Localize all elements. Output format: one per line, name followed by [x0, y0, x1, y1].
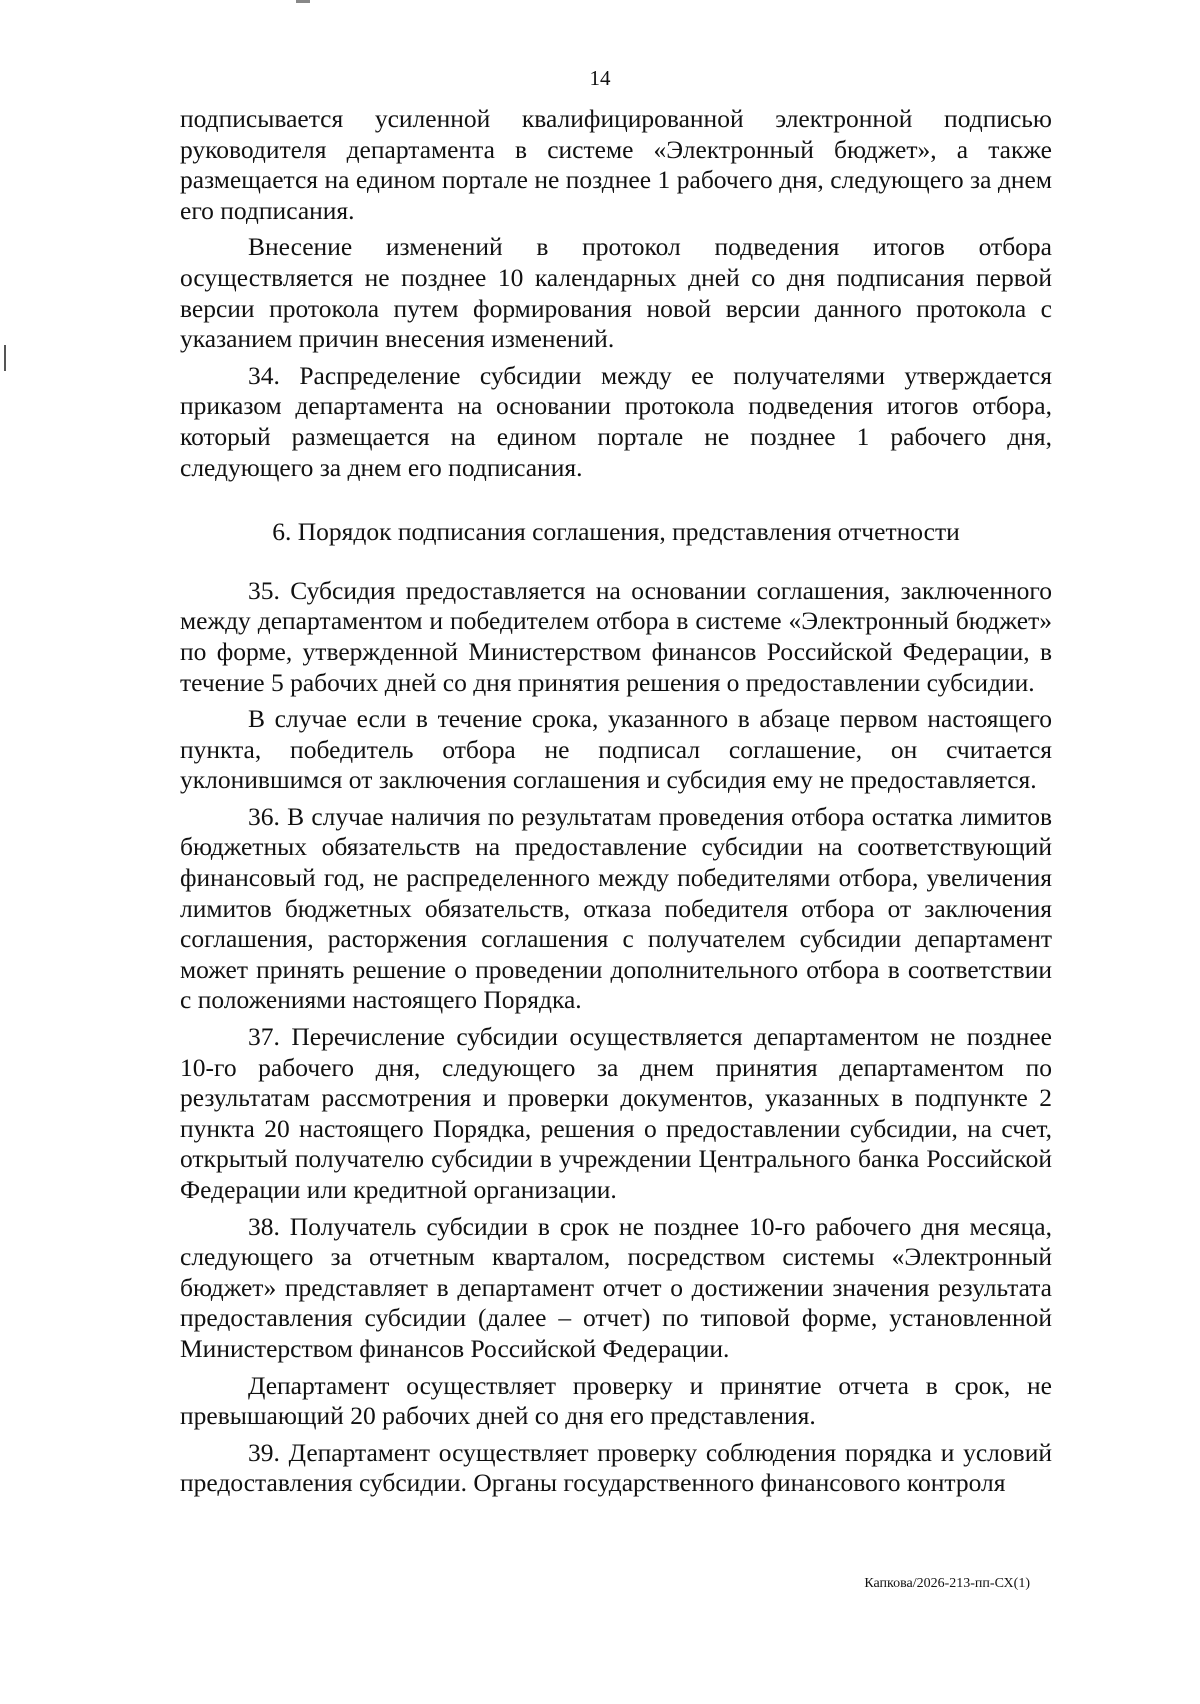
paragraph: 39. Департамент осуществляет проверку соблюдения порядка и условий предоставления субсидии. Органы государственного финансового контроля — [180, 1437, 1052, 1498]
paragraph: 35. Субсидия предоставляется на основании соглашения, заключенного между департаментом и победителем отбора в системе «Электронный бюджет» по форме, утвержденной Министерством финансов Российской Федерации, в течение 5 рабочих дней со дня принятия решения о предоставлении субсидии. — [180, 575, 1052, 697]
page-number: 14 — [589, 66, 611, 90]
paragraph: В случае если в течение срока, указанного в абзаце первом настоящего пункта, победитель отбора не подписал соглашение, он считается уклонившимся от заключения соглашения и субсидия ему не предоставляется. — [180, 704, 1052, 795]
paragraph: Внесение изменений в протокол подведения итогов отбора осуществляется не позднее 10 календарных дней со дня подписания первой версии протокола путем формирования новой версии данного протокола с указанием причин внесения изменений. — [180, 232, 1052, 354]
paragraph: 34. Распределение субсидии между ее получателями утверждается приказом департамента на основании протокола подведения итогов отбора, который размещается на едином портале не позднее 1 рабочего дня, следующего за днем его подписания. — [180, 360, 1052, 482]
paragraph: 36. В случае наличия по результатам проведения отбора остатка лимитов бюджетных обязательств на предоставление субсидии на соответствующий финансовый год, не распределенного между победителями отбора, увеличения лимитов бюджетных обязательств, отказа победителя отбора от заключения соглашения, расторжения соглашения с получателем субсидии департамент может принять решение о проведении дополнительного отбора в соответствии с положениями настоящего Порядка. — [180, 801, 1052, 1015]
document-code: Капкова/2026-213-пп-СХ(1) — [864, 1576, 1030, 1591]
paragraph: 37. Перечисление субсидии осуществляется департаментом не позднее 10-го рабочего дня, следующего за днем принятия департаментом по результатам рассмотрения и проверки документов, указанных в подпункте 2 пункта 20 настоящего Порядка, решения о предоставлении субсидии, на счет, открытый получателю субсидии в учреждении Центрального банка Российской Федерации или кредитной организации. — [180, 1022, 1052, 1204]
document-body — [180, 104, 1052, 1505]
section-heading: 6. Порядок подписания соглашения, представления отчетности — [272, 517, 960, 547]
paragraph: подписывается усиленной квалифицированной электронной подписью руководителя департамента в системе «Электронный бюджет», а также размещается на едином портале не позднее 1 рабочего дня, следующего за днем его подписания. — [180, 104, 1052, 225]
paragraph: 38. Получатель субсидии в срок не позднее 10-го рабочего дня месяца, следующего за отчетным кварталом, посредством системы «Электронный бюджет» представляет в департамент отчет о достижении значения результата предоставления субсидии (далее – отчет) по типовой форме, установленной Министерством финансов Российской Федерации. — [180, 1211, 1052, 1363]
scan-artifact — [296, 0, 310, 3]
scan-artifact — [4, 345, 6, 371]
paragraph: Департамент осуществляет проверку и принятие отчета в срок, не превышающий 20 рабочих дней со дня его представления. — [180, 1370, 1052, 1431]
